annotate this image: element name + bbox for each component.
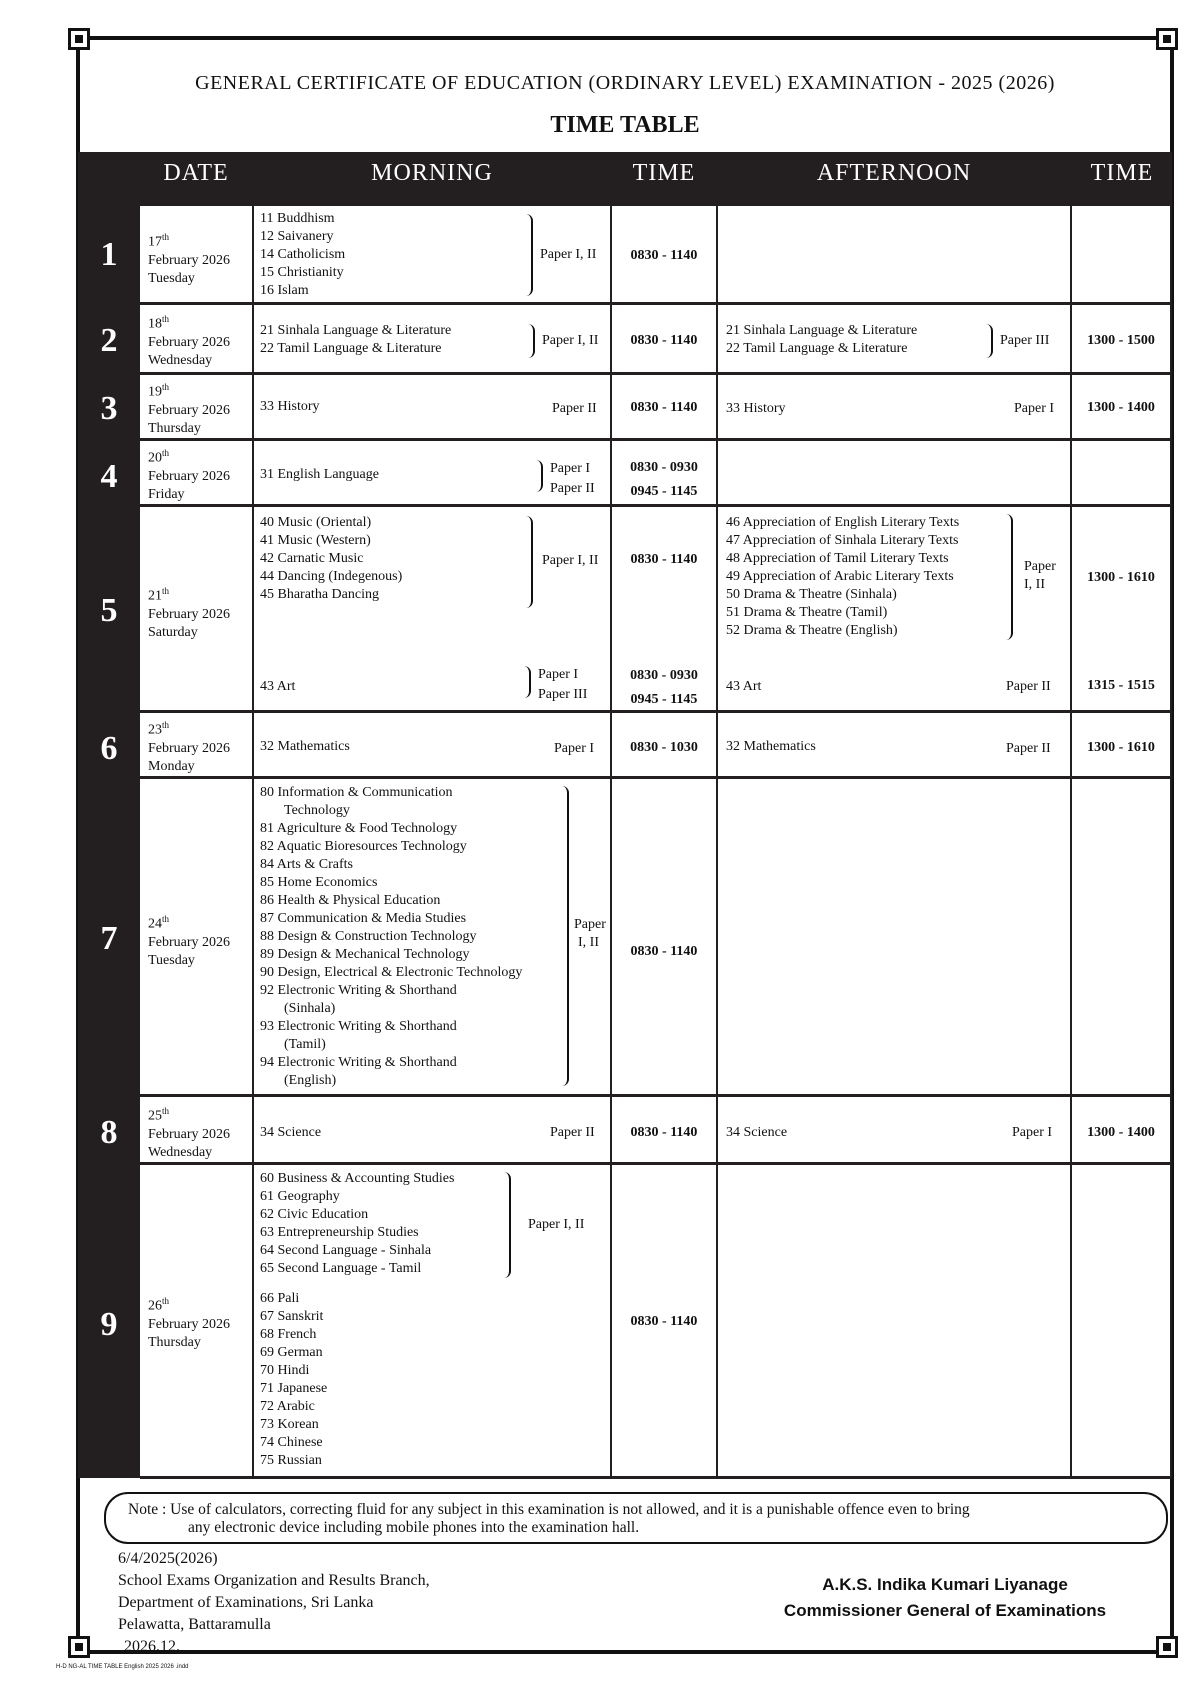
morning-subjects: 80 Information & Communication Technology 81 Agriculture & Food Technology 82 Aquatic Bioresources Technology 84 Arts & Crafts 85 Home Economics 86 Health & Physical Education 87 Communication & Media Studies 88 Design & Construction Technology 89 Design & Mechanical Technology 90 Design, Electrical & Electronic Technology 92 Electronic Writing & Shorthand (Sinhala) 93 Electronic Writing & Shorthand (Tamil) 94 Electronic Writing & Shorthand (English) [260,785,523,1088]
morning-time: 0830 - 1140 [630,333,698,348]
row-separator [140,776,1172,779]
brace [562,786,569,1086]
exam-title: GENERAL CERTIFICATE OF EDUCATION (ORDINARY LEVEL) EXAMINATION - 2025 (2026) [195,72,1055,94]
brace [528,324,535,358]
morning-subject: 43 Art [260,679,296,694]
brace [986,324,993,358]
afternoon-time: 1300 - 1400 [1087,400,1155,415]
morning-subjects: 21 Sinhala Language & Literature 22 Tamil Language & Literature [260,323,452,356]
afternoon-time: 1300 - 1610 [1087,570,1155,585]
day-number: 8 [100,1114,118,1151]
brace [526,516,533,608]
day-number: 7 [100,920,118,957]
grid-line [1170,206,1172,1478]
day-number: 3 [100,390,118,427]
afternoon-subject: 32 Mathematics [726,739,816,754]
morning-time: 0830 - 1140 [630,400,698,415]
day-number: 4 [100,458,118,495]
afternoon-subject: 43 Art [726,679,762,694]
col-header-morning: MORNING [371,160,493,186]
paper-label: Paper I [550,461,591,476]
paper-label: Paper II [550,481,595,496]
file-reference: H-D NG-AL TIME TABLE English 2025 2026 .indd [56,1664,189,1670]
frame-corner-ornament [1156,28,1178,50]
col-header-afternoon: AFTERNOON [816,160,972,186]
date-cell: 26th February 2026 Thursday [148,1296,231,1350]
exam-note: Note : Use of calculators, correcting fluid for any subject in this examination is not allowed, and it is a punishable offence even to bring any electronic device including mobile phones into the examination hall. [104,1492,1168,1544]
morning-subject: 34 Science [260,1125,322,1140]
afternoon-subject: 34 Science [726,1125,788,1140]
morning-time: 0830 - 0930 [630,460,698,475]
brace [504,1172,511,1278]
morning-subject: 31 English Language [260,467,379,482]
frame-corner-ornament [1156,1636,1178,1658]
row-separator [140,504,1172,507]
morning-subjects: 66 Pali 67 Sanskrit 68 French 69 German 70 Hindi 71 Japanese 72 Arabic 73 Korean 74 Chinese 75 Russian [260,1291,328,1468]
morning-subjects: 60 Business & Accounting Studies 61 Geography 62 Civic Education 63 Entrepreneurship Studies 64 Second Language - Sinhala 65 Second Language - Tamil [260,1171,455,1276]
row-separator [140,1162,1172,1165]
morning-subject: 32 Mathematics [260,739,350,754]
brace [526,214,533,296]
paper-label: Paper [574,917,606,932]
morning-time: 0830 - 1140 [630,1314,698,1329]
date-cell: 25th February 2026 Wednesday [148,1106,231,1160]
paper-label: Paper I [1014,401,1055,416]
morning-time: 0830 - 1030 [630,740,698,755]
paper-label: Paper [1024,559,1056,574]
col-header-time-afternoon: TIME [1090,160,1154,186]
paper-label: Paper I [1012,1125,1053,1140]
day-number: 6 [100,730,118,767]
grid-line [716,206,718,1478]
paper-label: Paper I, II [528,1217,585,1232]
paper-label: Paper I [538,667,579,682]
grid-line [610,206,612,1478]
date-cell: 21th February 2026 Saturday [148,586,231,640]
date-cell: 19th February 2026 Thursday [148,382,231,436]
day-number: 9 [100,1306,118,1343]
afternoon-time: 1300 - 1500 [1087,333,1155,348]
afternoon-subjects: 21 Sinhala Language & Literature 22 Tamil Language & Literature [726,323,918,356]
paper-label: Paper I, II [542,333,599,348]
morning-time: 0830 - 1140 [630,1125,698,1140]
date-cell: 23th February 2026 Monday [148,720,231,774]
paper-label: I, II [1024,577,1045,592]
paper-label: Paper II [1006,679,1051,694]
timetable-heading: TIME TABLE [550,112,700,138]
row-separator [140,438,1172,441]
page-frame [76,36,1174,1654]
paper-label: Paper I, II [540,247,597,262]
morning-time: 0945 - 1145 [630,484,698,499]
paper-label: Paper I [554,741,595,756]
day-number: 2 [100,322,118,359]
row-separator [140,372,1172,375]
morning-time: 0830 - 1140 [630,944,698,959]
signature-block: A.K.S. Indika Kumari Liyanage Commissioner General of Examinations [783,1575,1107,1620]
paper-label: I, II [578,935,599,950]
date-cell: 20th February 2026 Friday [148,448,231,502]
morning-time: 0830 - 1140 [630,248,698,263]
day-number: 1 [100,236,118,273]
afternoon-time: 1300 - 1610 [1087,740,1155,755]
frame-corner-ornament [68,1636,90,1658]
brace [536,460,543,492]
grid-line [252,206,254,1478]
col-header-date: DATE [163,160,229,186]
morning-subjects: 40 Music (Oriental) 41 Music (Western) 42 Carnatic Music 44 Dancing (Indegenous) 45 Bharatha Dancing [260,515,403,602]
paper-label: Paper III [1000,333,1050,348]
brace [1006,514,1013,640]
afternoon-time: 1315 - 1515 [1087,678,1155,693]
afternoon-subject: 33 History [726,401,786,416]
brace [524,666,531,698]
afternoon-subjects: 46 Appreciation of English Literary Texts 47 Appreciation of Sinhala Literary Texts 48 Appreciation of Tamil Literary Texts 49 Appreciation of Arabic Literary Texts 50 Drama & Theatre (Sinhala) 51 Drama & Theatre (Tamil) 52 Drama & Theatre (English) [726,515,960,638]
paper-label: Paper II [550,1125,595,1140]
paper-label: Paper II [1006,741,1051,756]
morning-time: 0945 - 1145 [630,692,698,707]
afternoon-time: 1300 - 1400 [1087,1125,1155,1140]
morning-time: 0830 - 0930 [630,668,698,683]
morning-subjects: 11 Buddhism 12 Saivanery 14 Catholicism 15 Christianity 16 Islam [260,211,346,298]
footer-address: 6/4/2025(2026) School Exams Organization and Results Branch, Department of Examinations, Sri Lanka Pelawatta, Battaramulla 2026.12. [118,1550,430,1655]
row-separator [140,302,1172,305]
day-number: 5 [100,592,118,629]
row-separator [140,710,1172,713]
morning-subject: 33 History [260,399,320,414]
grid-line [1070,206,1072,1478]
paper-label: Paper III [538,687,588,702]
morning-time: 0830 - 1140 [630,552,698,567]
row-separator [140,1094,1172,1097]
date-cell: 18th February 2026 Wednesday [148,314,231,368]
paper-label: Paper I, II [542,553,599,568]
paper-label: Paper II [552,401,597,416]
date-cell: 24th February 2026 Tuesday [148,914,231,968]
row-separator [140,1476,1172,1479]
col-header-time-morning: TIME [632,160,696,186]
frame-corner-ornament [68,28,90,50]
date-cell: 17th February 2026 Tuesday [148,232,231,286]
